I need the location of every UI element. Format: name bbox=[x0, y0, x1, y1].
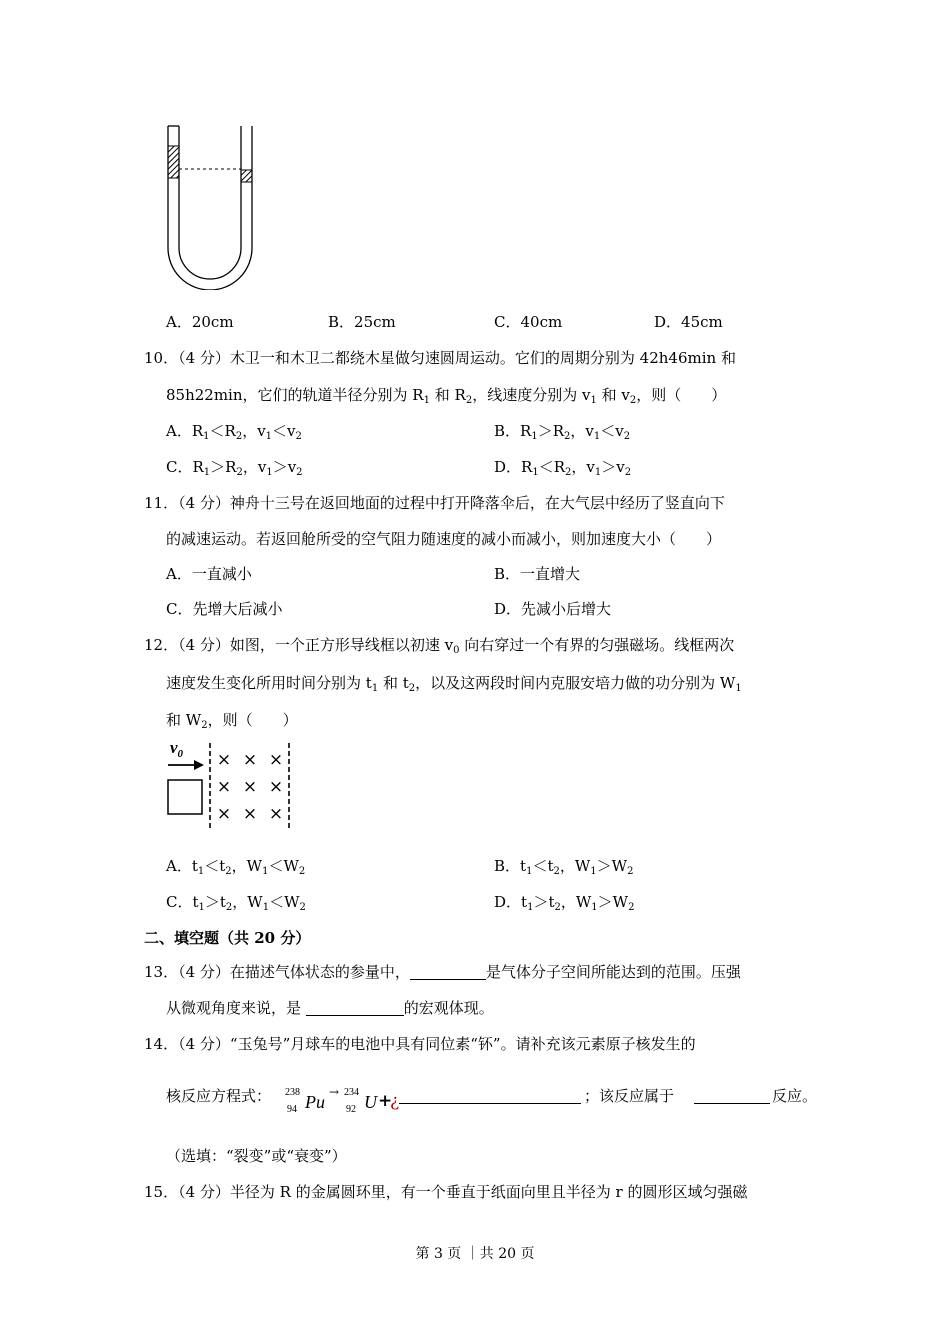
pu-symbol: Pu bbox=[305, 1092, 325, 1112]
field-cross: × bbox=[242, 777, 258, 797]
q10-stem-line2: 85h22min，它们的轨道半径分别为 $R_1$ 和 $R_2$，线速度分别为 $v_1$ 和 $v_2$，则（ ） bbox=[166, 386, 727, 406]
q10-option-d: D．$R_1<R_2$，$v_1>v_2$ bbox=[494, 458, 632, 478]
v0-label: $v_0$ bbox=[170, 738, 184, 760]
q12-stem-line1: 12．（4 分）如图，一个正方形导线框以初速 $v_0$ 向右穿过一个有界的匀强磁场。线框两次 bbox=[144, 636, 735, 656]
q13-blank-2[interactable] bbox=[306, 1000, 404, 1016]
u-tube-figure bbox=[160, 120, 260, 290]
page-footer: 第 3 页 ｜共 20 页 bbox=[415, 1246, 535, 1262]
q9-option-a: A．20cm bbox=[166, 313, 234, 331]
q11-option-c: C．先增大后减小 bbox=[166, 600, 283, 618]
q11-option-b: B．一直增大 bbox=[494, 565, 581, 583]
q11-stem-line1: 11．（4 分）神舟十三号在返回地面的过程中打开降落伞后，在大气层中经历了竖直向下 bbox=[144, 494, 725, 512]
q12-option-c: C．$t_1>t_2$，$W_1<W_2$ bbox=[166, 893, 306, 913]
q15-stem-line1: 15．（4 分）半径为 R 的金属圆环里，有一个垂直于纸面向里且半径为 r 的圆形区域匀强磁 bbox=[144, 1183, 748, 1201]
q13-blank-1[interactable] bbox=[410, 964, 486, 980]
square-loop bbox=[168, 780, 202, 814]
q14-reaction-blank[interactable] bbox=[694, 1088, 770, 1104]
reaction-arrow: → bbox=[329, 1085, 340, 1099]
q14-equation-blank[interactable] bbox=[399, 1088, 581, 1104]
q12-stem-line3: 和 $W_2$，则（ ） bbox=[166, 711, 298, 731]
u-atomic-number: 92 bbox=[346, 1104, 356, 1115]
pu-atomic-number: 94 bbox=[287, 1104, 297, 1115]
field-cross: × bbox=[216, 804, 232, 824]
q14-reaction-type-text: ；该反应属于 bbox=[584, 1087, 675, 1105]
plus-sign: + bbox=[378, 1091, 393, 1111]
q10-stem-line1: 10．（4 分）木卫一和木卫二都绕木星做匀速圆周运动。它们的周期分别为 42h46min 和 bbox=[144, 349, 736, 367]
q10-option-a: A．$R_1<R_2$，$v_1<v_2$ bbox=[166, 422, 302, 442]
q14-reaction-suffix: 反应。 bbox=[772, 1087, 818, 1105]
q14-hint: （选填：“裂变”或“衰变”） bbox=[166, 1147, 347, 1165]
q12-option-d: D．$t_1>t_2$，$W_1>W_2$ bbox=[494, 893, 635, 913]
q10-option-c: C．$R_1>R_2$，$v_1>v_2$ bbox=[166, 458, 303, 478]
q9-option-b: B．25cm bbox=[328, 313, 396, 331]
section-heading: 二、填空题（共 20 分） bbox=[144, 929, 311, 947]
field-cross: × bbox=[216, 750, 232, 770]
q13-stem-line2: 从微观角度来说，是 的宏观体现。 bbox=[166, 999, 494, 1017]
q9-option-d: D．45cm bbox=[654, 313, 723, 331]
field-cross: × bbox=[242, 804, 258, 824]
q14-equation-prefix: 核反应方程式： bbox=[166, 1087, 272, 1105]
field-cross: × bbox=[268, 750, 284, 770]
pu-mass-number: 238 bbox=[285, 1087, 300, 1098]
q12-option-b: B．$t_1<t_2$，$W_1>W_2$ bbox=[494, 857, 634, 877]
u-mass-number: 234 bbox=[344, 1087, 359, 1098]
q9-option-c: C．40cm bbox=[494, 313, 563, 331]
field-cross: × bbox=[216, 777, 232, 797]
q11-option-a: A．一直减小 bbox=[166, 565, 252, 583]
q12-option-a: A．$t_1<t_2$，$W_1<W_2$ bbox=[166, 857, 306, 877]
q14-equation-line bbox=[166, 1082, 826, 1122]
q11-stem-line2: 的减速运动。若返回舱所受的空气阻力随速度的减小而减小，则加速度大小（ ） bbox=[166, 530, 722, 548]
field-cross: × bbox=[268, 804, 284, 824]
q12-stem-line2: 速度发生变化所用时间分别为 $t_1$ 和 $t_2$，以及这两段时间内克服安培力做的功分别为 $W_1$ bbox=[166, 674, 742, 694]
u-symbol: U bbox=[364, 1092, 377, 1112]
q10-option-b: B．$R_1>R_2$，$v_1<v_2$ bbox=[494, 422, 631, 442]
field-cross: × bbox=[268, 777, 284, 797]
q13-stem-line1: 13．（4 分）在描述气体状态的参量中， 是气体分子空间所能达到的范围。压强 bbox=[144, 963, 741, 981]
garbled-char: ¿ bbox=[390, 1091, 400, 1111]
magnetic-field-figure bbox=[160, 735, 300, 835]
field-cross: × bbox=[242, 750, 258, 770]
q11-option-d: D．先减小后增大 bbox=[494, 600, 612, 618]
q14-stem-line1: 14．（4 分）“玉兔号”月球车的电池中具有同位素“钚”。请补充该元素原子核发生的 bbox=[144, 1035, 696, 1053]
